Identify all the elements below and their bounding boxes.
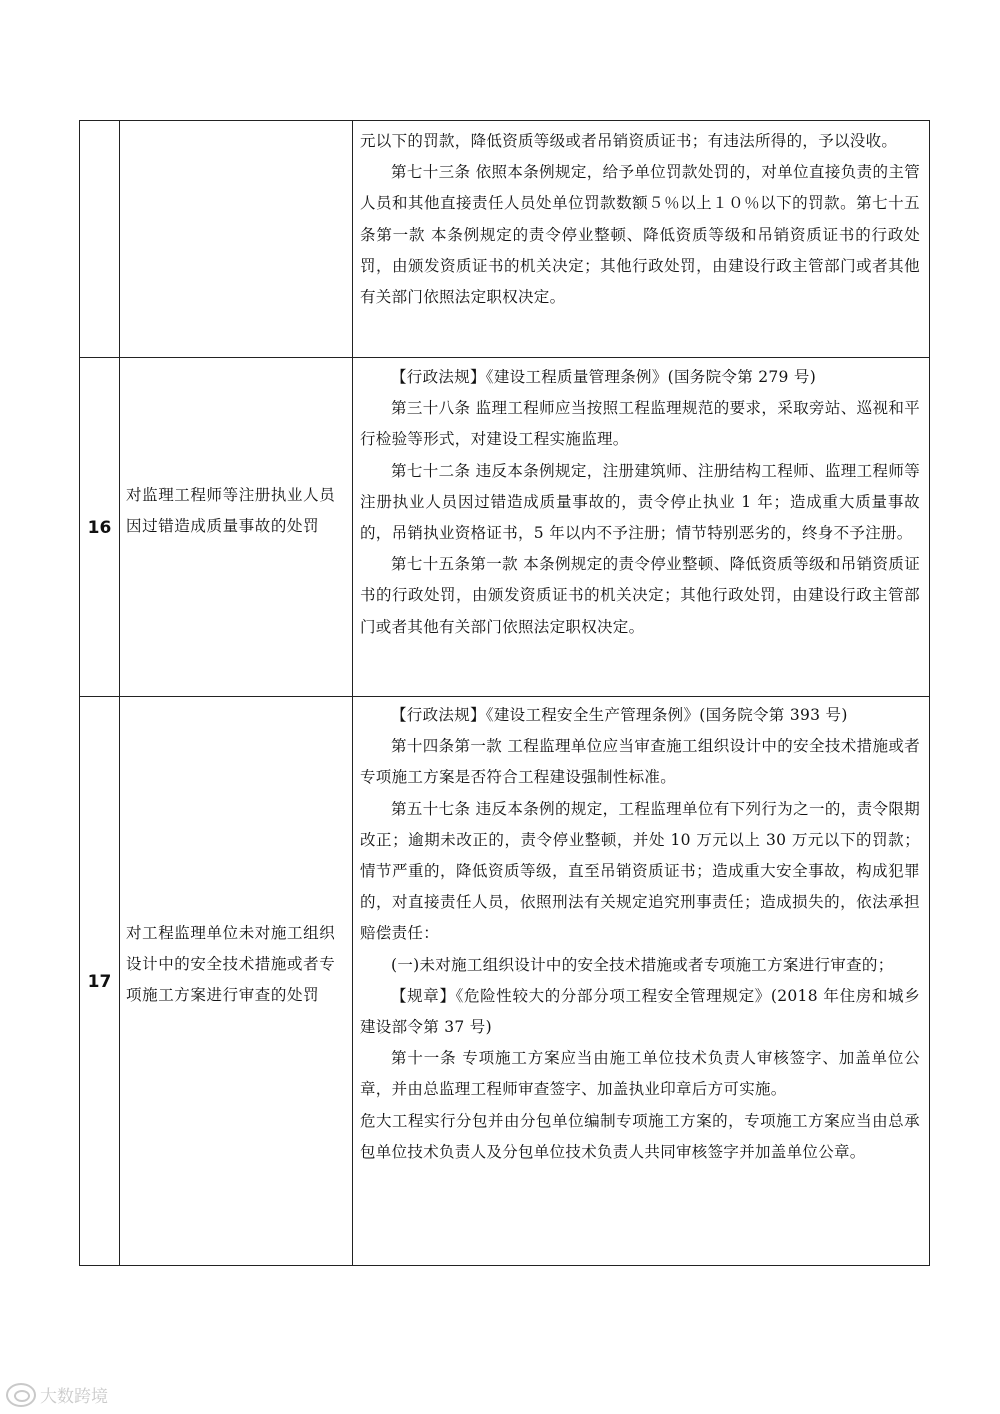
row-divider <box>79 357 930 358</box>
law-paragraph: 第七十二条 违反本条例规定，注册建筑师、注册结构工程师、监理工程师等注册执业人员因过错造成质量事故的，责令停止执业 1 年；造成重大质量事故的，吊销执业资格证书，5 年以内不予注册；情节特别恶劣的，终身不予注册。 <box>360 461 920 543</box>
law-paragraph: 元以下的罚款，降低资质等级或者吊销资质证书；有违法所得的，予以没收。 <box>360 132 898 150</box>
watermark-logo-icon <box>6 1383 36 1407</box>
law-cell <box>360 700 920 1168</box>
row-number: 16 <box>87 518 112 538</box>
law-paragraph: 【规章】《危险性较大的分部分项工程安全管理规定》(2018 年住房和城乡建设部令第 37 号) <box>360 986 920 1037</box>
law-paragraph: (一)未对施工组织设计中的安全技术措施或者专项施工方案进行审查的； <box>391 955 894 974</box>
law-paragraph: 第七十五条第一款 本条例规定的责令停业整顿、降低资质等级和吊销资质证书的行政处罚，由颁发资质证书的机关决定；其他行政处罚，由建设行政主管部门或者其他有关部门依照法定职权决定。 <box>360 555 920 636</box>
item-cell: 对工程监理单位未对施工组织设计中的安全技术措施或者专项施工方案进行审查的处罚 <box>126 924 336 1004</box>
watermark <box>6 1382 108 1407</box>
table-border-bottom <box>79 1265 930 1266</box>
law-paragraph: 第七十三条 依照本条例规定，给予单位罚款处罚的，对单位直接负责的主管人员和其他直接责任人员处单位罚款数额５％以上１０％以下的罚款。第七十五条第一款 本条例规定的责令停业整顿、降低资质等级和吊销资质证书的行政处罚，由颁发资质证书的机关决定；其他行政处罚，由建设行政主管部门或者其他有关部门依照法定职权决定。 <box>360 163 920 307</box>
table-border-left <box>79 120 80 1265</box>
law-cell <box>360 362 920 643</box>
law-paragraph: 危大工程实行分包并由分包单位编制专项施工方案的，专项施工方案应当由总承包单位技术负责人及分包单位技术负责人共同审核签字并加盖单位公章。 <box>360 1111 920 1161</box>
item-cell: 对监理工程师等注册执业人员因过错造成质量事故的处罚 <box>126 486 336 535</box>
row-divider <box>79 696 930 697</box>
law-paragraph: 第十一条 专项施工方案应当由施工单位技术负责人审核签字、加盖单位公章，并由总监理工程师审查签字、加盖执业印章后方可实施。 <box>360 1049 920 1099</box>
law-paragraph: 第三十八条 监理工程师应当按照工程监理规范的要求，采取旁站、巡视和平行检验等形式，对建设工程实施监理。 <box>360 399 920 449</box>
watermark-text: 大数跨境 <box>40 1387 108 1407</box>
column-divider <box>119 120 120 1265</box>
law-paragraph: 【行政法规】《建设工程质量管理条例》(国务院令第 279 号) <box>391 368 817 386</box>
law-paragraph: 【行政法规】《建设工程安全生产管理条例》(国务院令第 393 号) <box>391 706 848 724</box>
law-paragraph: 第十四条第一款 工程监理单位应当审查施工组织设计中的安全技术措施或者专项施工方案是否符合工程建设强制性标准。 <box>360 737 920 787</box>
law-cell-continuation <box>360 126 920 313</box>
table-border-right <box>929 120 930 1265</box>
table-border-top <box>79 120 930 121</box>
column-divider <box>352 120 353 1265</box>
law-paragraph: 第五十七条 违反本条例的规定，工程监理单位有下列行为之一的，责令限期改正；逾期未改正的，责令停业整顿，并处 10 万元以上 30 万元以下的罚款；情节严重的，降低资质等级，直至吊销资质证书；造成重大安全事故，构成犯罪的，对直接责任人员，依照刑法有关规定追究刑事责任；造成损失的，依法承担赔偿责任： <box>360 799 920 943</box>
row-number: 17 <box>87 972 112 992</box>
